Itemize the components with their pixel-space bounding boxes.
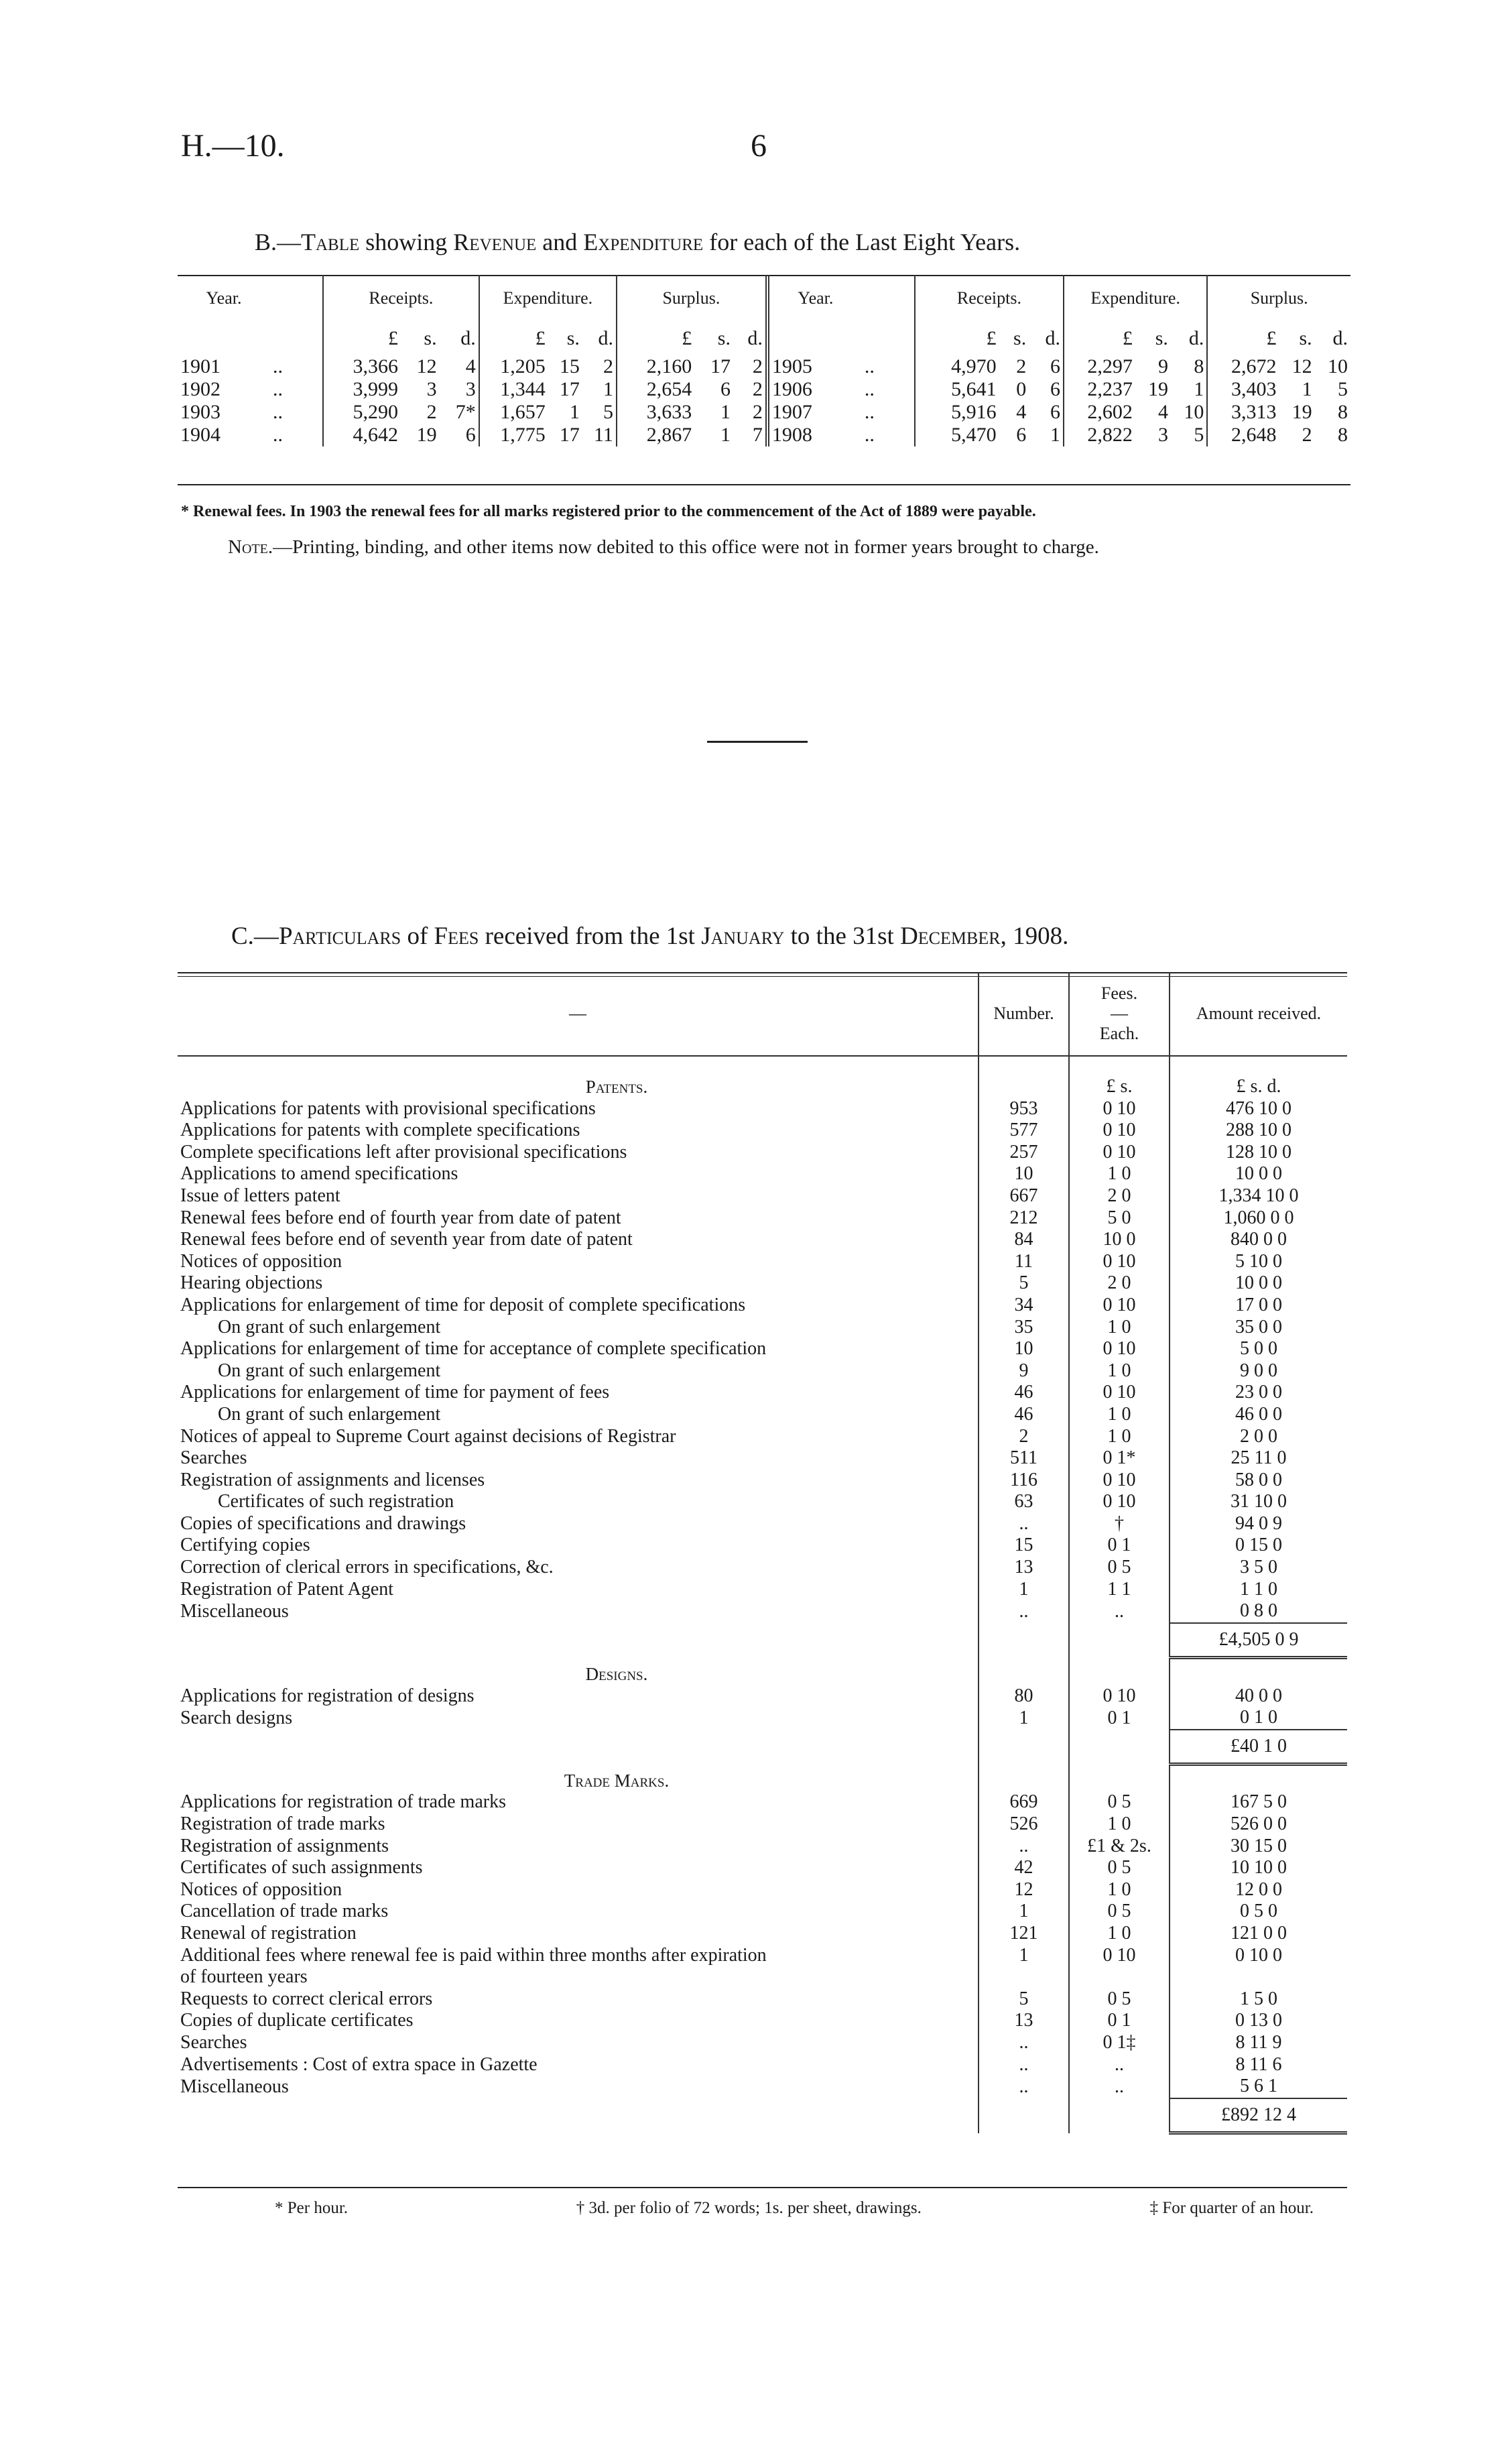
fee-number: .. [979, 2076, 1069, 2098]
fee-number: 953 [979, 1098, 1069, 1120]
fee-amount: 5 10 0 [1170, 1251, 1347, 1273]
fee-description: Registration of trade marks [180, 1813, 385, 1834]
fee-row [178, 1447, 1347, 1470]
fee-amount: 94 0 9 [1170, 1513, 1347, 1535]
fee-each: 1 0 [1069, 1879, 1170, 1901]
fee-amount: 0 10 0 [1170, 1945, 1347, 1967]
fee-number: 10 [979, 1338, 1069, 1360]
fee-number: 13 [979, 1557, 1069, 1579]
fee-description: Renewal of registration [180, 1922, 357, 1944]
fee-number: 10 [979, 1163, 1069, 1185]
table-c-footnotes [275, 2199, 1314, 2218]
fee-number: .. [979, 1513, 1069, 1535]
fee-each: 0 1 [1069, 2010, 1170, 2032]
fee-number: 63 [979, 1491, 1069, 1513]
section-total-row [178, 1730, 1347, 1765]
fee-each: 0 10 [1069, 1338, 1170, 1360]
fee-row [178, 1685, 1347, 1708]
fee-number: 511 [979, 1447, 1069, 1470]
fee-each: 0 1* [1069, 1447, 1170, 1470]
fee-number: .. [979, 2054, 1069, 2076]
table-c-bottom-rule [178, 2187, 1347, 2188]
table-b-title: B.—Table showing Revenue and Expenditure for each of the Last Eight Years. [255, 229, 1021, 255]
fee-number: 1 [979, 1579, 1069, 1601]
section-heading-row [178, 1663, 1347, 1685]
fee-row [178, 1404, 1347, 1426]
fee-description: Applications for patents with complete specifications [180, 1120, 580, 1141]
fee-each: 0 5 [1069, 1901, 1170, 1923]
fee-row [178, 1813, 1347, 1836]
fee-each: 0 1 [1069, 1707, 1170, 1730]
fee-row [178, 2076, 1347, 2098]
fee-row [178, 1966, 1347, 1988]
fee-row [178, 1791, 1347, 1813]
fee-each: 0 5 [1069, 1988, 1170, 2011]
fee-description: Applications for enlargement of time for payment of fees [180, 1382, 610, 1403]
fee-each: 1 0 [1069, 1923, 1170, 1945]
fee-amount: 10 10 0 [1170, 1857, 1347, 1879]
fee-description: Certificates of such registration [218, 1491, 454, 1512]
fee-description: Notices of opposition [180, 1878, 342, 1900]
col-year-1: Year. [206, 288, 242, 308]
fee-amount: 8 11 6 [1170, 2054, 1347, 2076]
fee-number: 121 [979, 1923, 1069, 1945]
fee-each: 0 10 [1069, 1120, 1170, 1142]
fee-description: Issue of letters patent [180, 1185, 340, 1206]
fee-each: 0 10 [1069, 1491, 1170, 1513]
fee-description: Registration of assignments [180, 1835, 389, 1856]
fee-amount: 5 6 1 [1170, 2076, 1347, 2098]
fee-description: On grant of such enlargement [218, 1316, 441, 1337]
fee-row [178, 1945, 1347, 1967]
fee-number: 34 [979, 1295, 1069, 1317]
fee-amount: 0 1 0 [1170, 1707, 1347, 1730]
fee-amount: 5 0 0 [1170, 1338, 1347, 1360]
fee-amount: 12 0 0 [1170, 1879, 1347, 1901]
fee-each: 0 10 [1069, 1142, 1170, 1164]
fee-amount: 526 0 0 [1170, 1813, 1347, 1836]
fee-amount: 476 10 0 [1170, 1098, 1347, 1120]
fee-each [1069, 1966, 1170, 1988]
fee-row [178, 1163, 1347, 1185]
fee-number: 667 [979, 1185, 1069, 1207]
fee-description: Applications for registration of trade marks [180, 1791, 506, 1813]
fee-each: .. [1069, 2054, 1170, 2076]
fee-number: 526 [979, 1813, 1069, 1836]
fee-amount: 10 0 0 [1170, 1163, 1347, 1185]
fee-amount: 1 1 0 [1170, 1579, 1347, 1601]
fee-row [178, 1098, 1347, 1120]
fee-each: £1 & 2s. [1069, 1836, 1170, 1858]
fee-amount: 46 0 0 [1170, 1404, 1347, 1426]
fee-row [178, 1251, 1347, 1273]
fee-each: .. [1069, 1600, 1170, 1623]
fee-row [178, 1426, 1347, 1448]
fee-number [979, 1966, 1069, 1988]
fee-description: Applications to amend specifications [180, 1163, 458, 1185]
col-receipts-1: Receipts. [323, 275, 479, 322]
fee-description: Certifying copies [180, 1535, 310, 1556]
fee-amount: 40 0 0 [1170, 1685, 1347, 1708]
fee-description: On grant of such enlargement [218, 1403, 441, 1425]
fee-description: Miscellaneous [180, 2076, 289, 2097]
section-total-row [178, 2098, 1347, 2133]
fee-each: 0 5 [1069, 1791, 1170, 1813]
fee-amount: 0 5 0 [1170, 1901, 1347, 1923]
fee-description: On grant of such enlargement [218, 1360, 441, 1381]
fee-number: 1 [979, 1901, 1069, 1923]
fee-description: Advertisements : Cost of extra space in Gazette [180, 2053, 538, 2075]
fee-each: 0 10 [1069, 1251, 1170, 1273]
fee-row [178, 1295, 1347, 1317]
fee-each: 1 0 [1069, 1813, 1170, 1836]
fee-each: 0 10 [1069, 1382, 1170, 1404]
fee-description: Search designs [180, 1707, 293, 1728]
section-total: £892 12 4 [1170, 2098, 1347, 2133]
fee-number: 80 [979, 1685, 1069, 1708]
footnote-quarter-hour: ‡ For quarter of an hour. [1149, 2199, 1314, 2217]
col-surplus-1: Surplus. [617, 275, 767, 322]
fee-row [178, 1229, 1347, 1251]
fee-description: Registration of assignments and licenses [180, 1469, 485, 1490]
fee-each: 2 0 [1069, 1272, 1170, 1295]
fee-description: Notices of appeal to Supreme Court against decisions of Registrar [180, 1425, 676, 1447]
section-total: £4,505 0 9 [1170, 1623, 1347, 1658]
section-heading: Designs. [585, 1663, 648, 1684]
fee-number: 1 [979, 1707, 1069, 1730]
fee-number: .. [979, 1836, 1069, 1858]
fee-description: Complete specifications left after provisional specifications [180, 1141, 627, 1162]
col-surplus-2: Surplus. [1207, 275, 1350, 322]
fee-description: Correction of clerical errors in specifications, &c. [180, 1557, 554, 1578]
table-b-note: Note.—Printing, binding, and other items now debited to this office were not in former years brought to charge. [228, 536, 1099, 558]
fee-number: 2 [979, 1426, 1069, 1448]
fee-amount: 31 10 0 [1170, 1491, 1347, 1513]
fee-amount: 0 8 0 [1170, 1600, 1347, 1623]
fee-each: 0 1 [1069, 1535, 1170, 1557]
fee-description: Cancellation of trade marks [180, 1901, 389, 1922]
fee-amount: 128 10 0 [1170, 1142, 1347, 1164]
fee-row [178, 1923, 1347, 1945]
fee-each: 0 10 [1069, 1945, 1170, 1967]
fee-amount: 2 0 0 [1170, 1426, 1347, 1448]
footnote-folio: † 3d. per folio of 72 words; 1s. per sheet, drawings. [576, 2199, 922, 2217]
table-c-title: C.—Particulars of Fees received from the 1st January to the 31st December, 1908. [231, 922, 1069, 950]
fee-amount: 0 15 0 [1170, 1535, 1347, 1557]
fee-number: 116 [979, 1470, 1069, 1492]
table-b-row: 1902 .. 3,999 3 3 1,344 17 1 2,654 6 2 1906 .. 5,641 0 6 2,237 19 1 3,403 1 5 [180, 378, 1348, 400]
fee-amount: 23 0 0 [1170, 1382, 1347, 1404]
fee-description: Applications for enlargement of time for deposit of complete specifications [180, 1294, 746, 1315]
fee-amount [1170, 1966, 1347, 1988]
fee-each: 1 0 [1069, 1360, 1170, 1382]
fee-description: Applications for registration of designs [180, 1685, 475, 1706]
fee-number: .. [979, 2032, 1069, 2054]
fee-each: 1 0 [1069, 1404, 1170, 1426]
fee-row [178, 1557, 1347, 1579]
fee-amount: 17 0 0 [1170, 1295, 1347, 1317]
fee-number: 15 [979, 1535, 1069, 1557]
fee-description: Copies of duplicate certificates [180, 2010, 414, 2031]
table-b-units-row: £ s. d. £ s. d. £ s. d. £ s. d. £ s. d. £ s. d. [178, 322, 1350, 355]
col-amount: Amount received. [1170, 972, 1347, 1056]
fee-row [178, 2054, 1347, 2076]
section-heading: Patents. [585, 1077, 648, 1097]
section-heading: Trade Marks. [564, 1770, 670, 1791]
fee-amount: 840 0 0 [1170, 1229, 1347, 1251]
col-year-2: Year. [767, 275, 862, 322]
fee-row [178, 2010, 1347, 2032]
fee-number: 46 [979, 1382, 1069, 1404]
fee-row [178, 1857, 1347, 1879]
fee-each: 5 0 [1069, 1207, 1170, 1230]
table-c-fees [178, 972, 1347, 2135]
fee-each: 1 0 [1069, 1163, 1170, 1185]
fee-amount: 121 0 0 [1170, 1923, 1347, 1945]
table-b-row: 1904 .. 4,642 19 6 1,775 17 11 2,867 1 7 1908 .. 5,470 6 1 2,822 3 5 2,648 2 8 [180, 424, 1348, 446]
fee-number: 5 [979, 1272, 1069, 1295]
fee-row [178, 1272, 1347, 1295]
fee-number: 5 [979, 1988, 1069, 2011]
col-receipts-2: Receipts. [915, 275, 1064, 322]
col-description: — [569, 1004, 586, 1023]
section-separator [707, 741, 808, 743]
fee-amount: 0 13 0 [1170, 2010, 1347, 2032]
fee-amount: 35 0 0 [1170, 1317, 1347, 1339]
fee-number: 46 [979, 1404, 1069, 1426]
section-total-row [178, 1623, 1347, 1658]
fee-each: 0 10 [1069, 1470, 1170, 1492]
fee-row [178, 1142, 1347, 1164]
fee-row [178, 1360, 1347, 1382]
fee-each: 0 10 [1069, 1685, 1170, 1708]
fee-row [178, 1707, 1347, 1730]
fee-description: Applications for enlargement of time for acceptance of complete specification [180, 1338, 767, 1360]
table-b-row: 1903 .. 5,290 2 7* 1,657 1 5 3,633 1 2 1907 .. 5,916 4 6 2,602 4 10 3,313 19 8 [180, 401, 1348, 423]
fee-amount: 1,060 0 0 [1170, 1207, 1347, 1230]
fee-number: 9 [979, 1360, 1069, 1382]
table-b-footnote: * Renewal fees. In 1903 the renewal fees for all marks registered prior to the commencement of the Act of 1889 were payable. [181, 503, 1036, 520]
fee-number: .. [979, 1600, 1069, 1623]
fee-description: Copies of specifications and drawings [180, 1512, 466, 1534]
fee-description: Certificates of such assignments [180, 1857, 423, 1878]
col-number: Number. [979, 972, 1069, 1056]
fee-row [178, 1879, 1347, 1901]
fee-amount: 288 10 0 [1170, 1120, 1347, 1142]
fee-description: Applications for patents with provisional specifications [180, 1097, 596, 1119]
col-expenditure-1: Expenditure. [479, 275, 617, 322]
fee-amount: 1 5 0 [1170, 1988, 1347, 2011]
fee-description: Notices of opposition [180, 1250, 342, 1272]
fee-each: .. [1069, 2076, 1170, 2098]
col-fees-each: Fees. — Each. [1069, 972, 1170, 1056]
fee-row [178, 1579, 1347, 1601]
fee-row [178, 1836, 1347, 1858]
fee-description: Renewal fees before end of seventh year from date of patent [180, 1229, 633, 1250]
fee-each: 0 1‡ [1069, 2032, 1170, 2054]
table-b-bottom-rule [178, 484, 1350, 485]
fee-description: Registration of Patent Agent [180, 1578, 394, 1600]
fee-row [178, 1513, 1347, 1535]
fee-each: 1 0 [1069, 1426, 1170, 1448]
fee-each: 0 10 [1069, 1098, 1170, 1120]
fee-row [178, 1901, 1347, 1923]
fee-number: 257 [979, 1142, 1069, 1164]
fee-row [178, 1535, 1347, 1557]
fee-row [178, 1317, 1347, 1339]
fee-number: 42 [979, 1857, 1069, 1879]
fee-each: † [1069, 1513, 1170, 1535]
fee-number: 1 [979, 1945, 1069, 1967]
fee-description: of fourteen years [180, 1966, 308, 1988]
table-c-body [178, 1056, 1347, 2133]
fee-row [178, 1470, 1347, 1492]
section-total: £40 1 0 [1170, 1730, 1347, 1765]
fee-each: 0 5 [1069, 1857, 1170, 1879]
fee-number: 84 [979, 1229, 1069, 1251]
fee-number: 12 [979, 1879, 1069, 1901]
fee-row [178, 1185, 1347, 1207]
fee-description: Requests to correct clerical errors [180, 1988, 433, 2009]
document-reference: H.—10. [181, 128, 285, 164]
table-c-header-row [178, 972, 1347, 1056]
fee-number: 212 [979, 1207, 1069, 1230]
fee-each: 10 0 [1069, 1229, 1170, 1251]
fee-row [178, 1491, 1347, 1513]
fee-amount: 8 11 9 [1170, 2032, 1347, 2054]
table-b-body [178, 355, 1350, 446]
fee-each: 1 1 [1069, 1579, 1170, 1601]
col-expenditure-2: Expenditure. [1064, 275, 1207, 322]
fee-each: 0 5 [1069, 1557, 1170, 1579]
page-number: 6 [751, 128, 767, 164]
fee-number: 11 [979, 1251, 1069, 1273]
footnote-per-hour: * Per hour. [275, 2199, 349, 2217]
section-heading-row [178, 1770, 1347, 1792]
fee-each: 0 10 [1069, 1295, 1170, 1317]
fee-number: 13 [979, 2010, 1069, 2032]
fee-row [178, 1600, 1347, 1623]
fee-amount: 25 11 0 [1170, 1447, 1347, 1470]
fee-number: 577 [979, 1120, 1069, 1142]
fee-description: Searches [180, 2031, 247, 2053]
fee-row [178, 1338, 1347, 1360]
fee-number: 35 [979, 1317, 1069, 1339]
fee-each: 2 0 [1069, 1185, 1170, 1207]
fee-number: 669 [979, 1791, 1069, 1813]
fee-amount: 58 0 0 [1170, 1470, 1347, 1492]
fee-row [178, 2032, 1347, 2054]
fee-amount: 1,334 10 0 [1170, 1185, 1347, 1207]
fee-amount: 10 0 0 [1170, 1272, 1347, 1295]
fee-row [178, 1120, 1347, 1142]
fee-description: Renewal fees before end of fourth year from date of patent [180, 1207, 621, 1228]
section-heading-row: Patents. £ s. £ s. d. [178, 1076, 1347, 1098]
fee-amount: 3 5 0 [1170, 1557, 1347, 1579]
fee-row [178, 1207, 1347, 1230]
fee-description: Searches [180, 1447, 247, 1469]
fee-amount: 9 0 0 [1170, 1360, 1347, 1382]
table-b-revenue-expenditure [178, 275, 1350, 446]
table-b-row: 1901 .. 3,366 12 4 1,205 15 2 2,160 17 2 1905 .. 4,970 2 6 2,297 9 8 2,672 12 10 [180, 355, 1348, 377]
fee-each: 1 0 [1069, 1317, 1170, 1339]
fee-description: Hearing objections [180, 1272, 323, 1294]
fee-description: Additional fees where renewal fee is paid within three months after expiration [180, 1944, 767, 1966]
table-b-header-row [178, 275, 1350, 322]
fee-description: Miscellaneous [180, 1600, 289, 1622]
fee-row [178, 1382, 1347, 1404]
fee-row [178, 1988, 1347, 2011]
fee-amount: 167 5 0 [1170, 1791, 1347, 1813]
fee-amount: 30 15 0 [1170, 1836, 1347, 1858]
